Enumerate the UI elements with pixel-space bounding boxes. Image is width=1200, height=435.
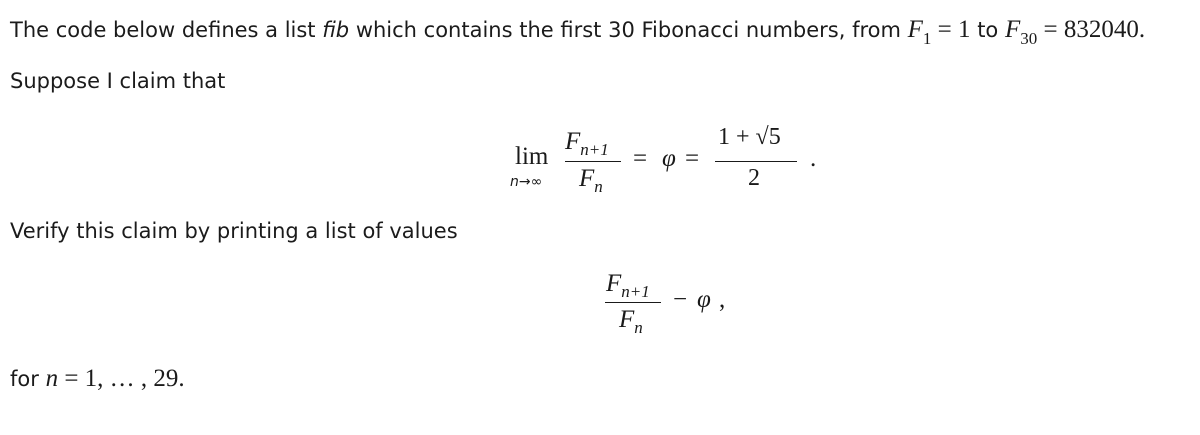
golden-ratio-denominator: 2 [748, 165, 760, 191]
range-equals: = [58, 365, 85, 392]
for-word: for [10, 367, 46, 391]
numerator-subscript: n+1 [580, 140, 609, 159]
n-variable: n [45, 365, 59, 392]
diff-fraction-bar [605, 302, 661, 303]
intro-period: . [1138, 16, 1146, 43]
denominator-f: F [579, 165, 595, 192]
golden-ratio-numerator: 1 + √5 [718, 124, 781, 150]
equals-2: = [1037, 16, 1064, 43]
golden-ratio-fraction-bar [715, 161, 797, 162]
intro-text-2: which contains the first 30 Fibonacci numbers, from [349, 18, 908, 42]
numerator-f: F [565, 128, 581, 155]
value-one: 1 [958, 16, 971, 43]
phi-symbol: φ [662, 145, 676, 172]
range-period: . [178, 365, 185, 392]
diff-comma: , [719, 286, 726, 313]
verify-text: Verify this claim by printing a list of values [10, 219, 458, 243]
to-word: to [970, 18, 1005, 42]
value-832040: 832040 [1063, 16, 1139, 43]
f1-subscript: 1 [922, 29, 932, 48]
equals-1: = [931, 16, 959, 43]
ratio-denominator [579, 165, 603, 196]
diff-denominator-subscript: n [634, 318, 643, 337]
lim-subscript: n→∞ [510, 174, 543, 190]
equation-period: . [810, 145, 817, 172]
equals-sign-a: = [633, 145, 648, 172]
f1-symbol: F [907, 16, 923, 43]
diff-denominator-f: F [619, 306, 635, 333]
range-statement [10, 366, 185, 392]
f30-symbol: F [1004, 16, 1021, 43]
ratio-fraction-bar [565, 161, 621, 162]
ratio-numerator [565, 128, 609, 159]
range-values: 1, … , 29 [84, 365, 179, 392]
f30-subscript: 30 [1020, 29, 1038, 48]
diff-numerator-subscript: n+1 [621, 282, 650, 301]
lim-operator: lim [515, 143, 549, 170]
diff-numerator [606, 270, 650, 301]
diff-denominator [619, 306, 643, 337]
equals-sign-b: = [685, 145, 700, 172]
diff-numerator-f: F [606, 270, 622, 297]
intro-text-1: The code below defines a list [10, 18, 323, 42]
minus-sign: − [673, 286, 688, 313]
denominator-subscript: n [594, 177, 603, 196]
diff-phi-symbol: φ [697, 286, 711, 313]
intro-paragraph [10, 16, 1146, 48]
fib-variable: fib [322, 18, 350, 42]
claim-text: Suppose I claim that [10, 69, 226, 93]
